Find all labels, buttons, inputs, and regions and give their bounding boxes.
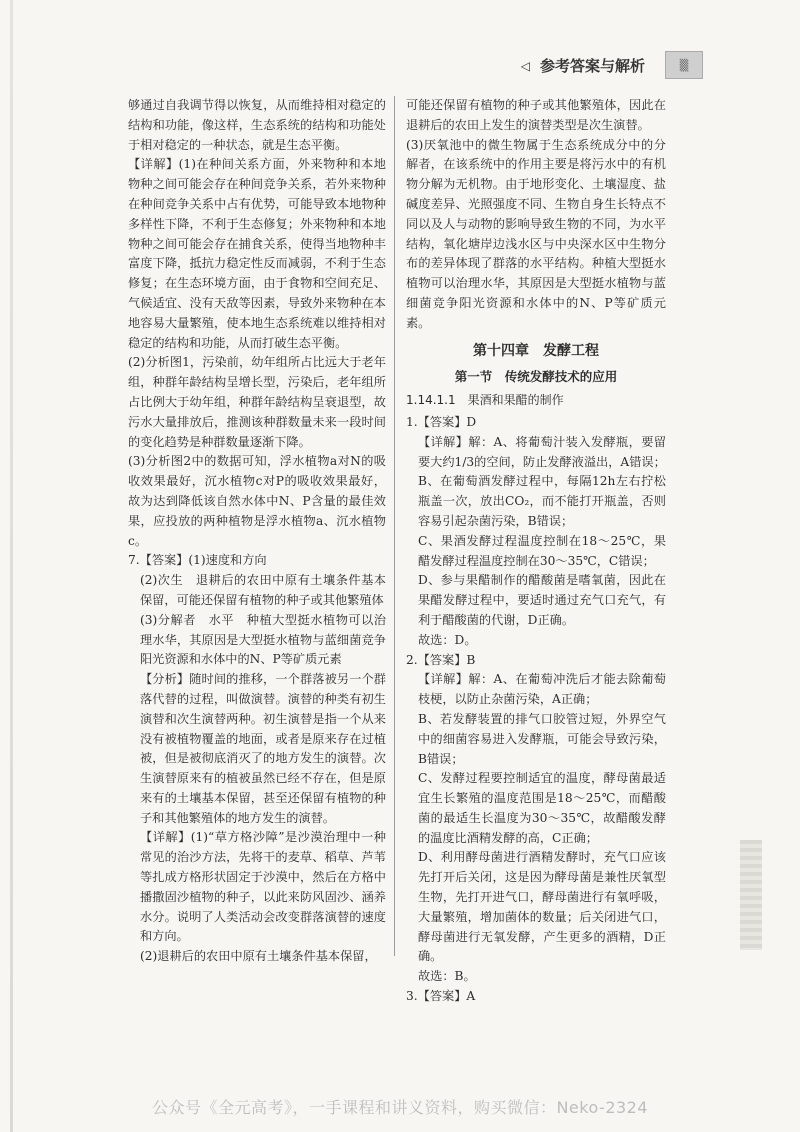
back-arrow-icon: ◁: [520, 58, 530, 73]
paragraph: 够通过自我调节得以恢复，从而维持相对稳定的结构和功能，像这样，生态系统的结构和功能处于相对稳定的一种状态，就是生态平衡。: [128, 98, 386, 152]
paragraph: 【详解】解：A、在葡萄冲洗后才能去除葡萄枝梗，以防止杂菌污染，A正确；: [418, 672, 666, 707]
paragraph: (2)退耕后的农田中原有土壤条件基本保留，: [140, 949, 377, 964]
paragraph: (3)分解者 水平 种植大型挺水植物可以治理水华，其原因是大型挺水植物与蓝细菌竞争阳光资源和水体中的N、P等矿质元素: [140, 612, 386, 667]
right-column: [406, 96, 666, 1007]
paragraph: 【详解】解：A、将葡萄汁装入发酵瓶，要留要大约1/3的空间，防止发酵液溢出，A错误；: [418, 434, 666, 469]
section-title: 第一节 传统发酵技术的应用: [454, 369, 618, 385]
subsection-title: 1.14.1.1 果酒和果醋的制作: [406, 393, 564, 408]
paragraph: C、果酒发酵过程温度控制在18～25℃，果醋发酵过程温度控制在30～35℃，C错误；: [418, 533, 666, 568]
header-badge: ▒: [665, 51, 703, 79]
page-edge: [10, 0, 13, 1132]
paragraph: 【分析】随时间的推移，一个群落被另一个群落代替的过程，叫做演替。演替的种类有初生演替和次生演替两种。初生演替是指一个从来没有被植物覆盖的地面，或者是原来存在过植被，但是被彻底消灭了的地方发生的演替。次生演替原来有的植被虽然已经不存在，但是原来有的土壤基本保留，甚至还保留有植物的种子和其他繁殖体的地方发生的演替。: [140, 672, 386, 825]
answer-heading: 3.【答案】A: [406, 989, 476, 1004]
paragraph: 【详解】(1)“草方格沙障”是沙漠治理中一种常见的治沙方法，先将干的麦草、稻草、芦苇等扎成方格形状固定于沙漠中，然后在方格中播撒固沙植物的种子，以此来防风固沙、涵养水分。说明了人类活动会改变群落演替的速度和方向。: [140, 830, 386, 944]
column-divider: [394, 96, 395, 956]
paragraph: 可能还保留有植物的种子或其他繁殖体，因此在退耕后的农田上发生的演替类型是次生演替。: [406, 98, 666, 132]
paragraph: 【详解】(1)在种间关系方面，外来物种和本地物种之间可能会存在种间竞争关系，若外来物种在种间竞争关系中占有优势，可能导致本地物种多样性下降，不利于生态修复；外来物种和本地物种之间可能会存在捕食关系，使得当地物种丰富度下降，抵抗力稳定性反而减弱，不利于生态修复；在生态环境方面，由于食物和空间充足、气候适宜、没有天敌等因素，导致外来物种在本地容易大量繁殖，使本地生态系统难以维持相对稳定的结构和功能，从而打破生态平衡。: [128, 157, 386, 350]
paragraph: (3)分析图2中的数据可知，浮水植物a对N的吸收效果最好，沉水植物c对P的吸收效果最好，故为达到降低该自然水体中N、P含量的最佳效果，应投放的两种植物是浮水植物a、沉水植物c。: [128, 454, 386, 548]
answer-heading: 7.【答案】(1)速度和方向: [128, 553, 267, 568]
paragraph: 故选：B。: [418, 969, 476, 984]
paragraph: B、在葡萄酒发酵过程中，每隔12h左右拧松瓶盖一次，放出CO₂，而不能打开瓶盖，否则容易引起杂菌污染，B错误；: [418, 474, 666, 528]
paragraph: (2)分析图1，污染前，幼年组所占比远大于老年组，种群年龄结构呈增长型，污染后，老年组所占比例大于幼年组，种群年龄结构呈衰退型，故污水大量排放后，推测该种群数量未来一段时间的变化趋势是种群数量逐渐下降。: [128, 355, 386, 449]
paragraph: C、发酵过程要控制适宜的温度，酵母菌最适宜生长繁殖的温度范围是18～25℃，而醋酸菌的最适生长温度为30～35℃，故醋酸发酵的温度比酒精发酵的高，C正确；: [418, 771, 666, 845]
paragraph: 故选：D。: [418, 632, 477, 647]
answer-heading: 2.【答案】B: [406, 652, 476, 667]
page-header: [520, 55, 689, 76]
left-column: [128, 96, 386, 967]
header-title: 参考答案与解析: [539, 57, 645, 75]
scan-smudge: [740, 840, 762, 950]
chapter-title: 第十四章 发酵工程: [473, 342, 599, 359]
paragraph: (2)次生 退耕后的农田中原有土壤条件基本保留，可能还保留有植物的种子或其他繁殖体: [140, 573, 386, 607]
paragraph: D、参与果醋制作的醋酸菌是嗜氧菌，因此在果醋发酵过程中，要适时通过充气口充气，有利于醋酸菌的代谢，D正确。: [418, 573, 666, 627]
answer-heading: 1.【答案】D: [406, 414, 477, 429]
paragraph: B、若发酵装置的排气口胶管过短，外界空气中的细菌容易进入发酵瓶，可能会导致污染，B错误；: [418, 711, 666, 766]
paragraph: D、利用酵母菌进行酒精发酵时，充气口应该先打开后关闭，这是因为酵母菌是兼性厌氧型生物，先打开进气口，酵母菌进行有氧呼吸，大量繁殖，增加菌体的数量；后关闭进气口，酵母菌进行无氧发酵，产生更多的酒精，D正确。: [418, 850, 666, 964]
paragraph: (3)厌氧池中的微生物属于生态系统成分中的分解者，在该系统中的作用主要是将污水中的有机物分解为无机物。由于地形变化、土壤湿度、盐碱度差异、光照强度不同、生物自身生长特点不同以及人与动物的影响导致生物的不同，为水平结构，氧化塘岸边浅水区与中央深水区中生物分布的差异体现了群落的水平结构。种植大型挺水植物可以治理水华，其原因是大型挺水植物与蓝细菌竞争阳光资源和水体中的N、P等矿质元素。: [406, 137, 666, 330]
footer-watermark: 公众号《全元高考》，一手课程和讲义资料，购买微信：Neko-2324: [151, 1098, 649, 1117]
